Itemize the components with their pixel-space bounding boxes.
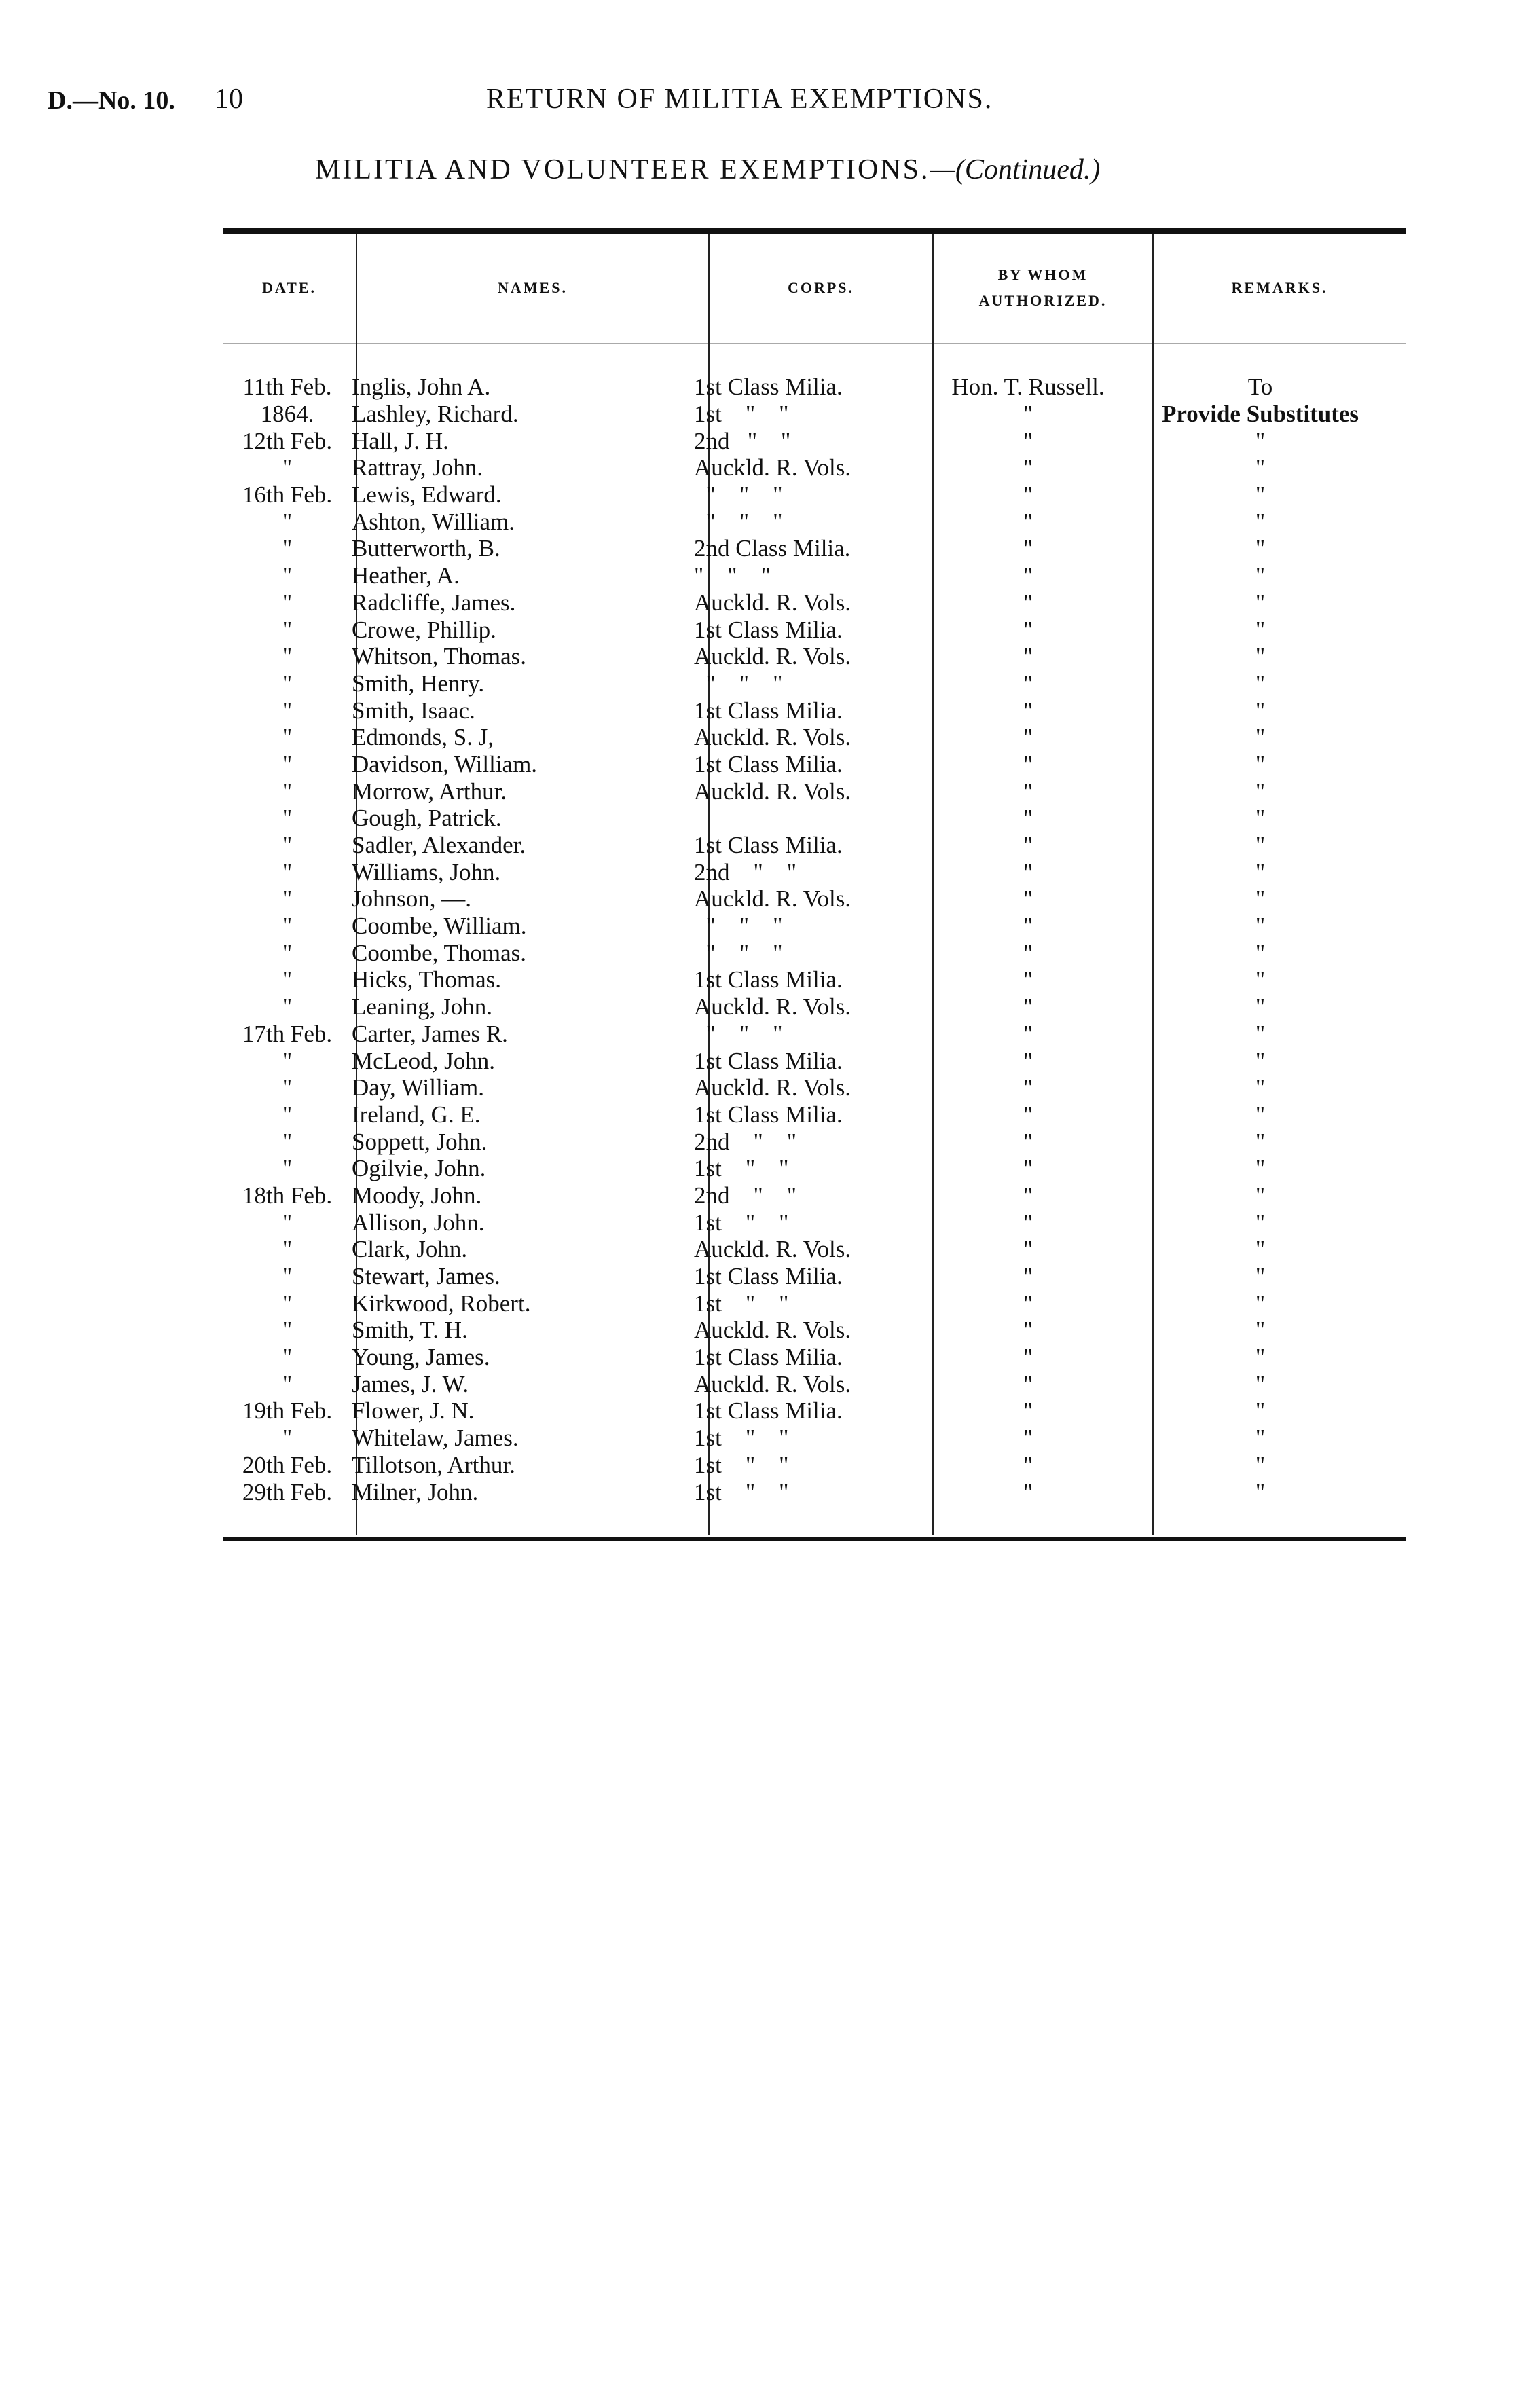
date-cell: " xyxy=(282,1289,293,1317)
name-cell: Young, James. xyxy=(352,1344,490,1371)
remarks-cell: " xyxy=(1255,913,1266,940)
authorized-by-cell: " xyxy=(1023,401,1033,428)
date-cell: " xyxy=(282,508,293,535)
table-row xyxy=(223,724,1382,751)
authorized-by-cell: " xyxy=(1023,1047,1033,1074)
table-row xyxy=(223,589,1382,617)
authorized-by-cell: " xyxy=(1023,1155,1033,1182)
authorized-by-cell: " xyxy=(1023,913,1033,940)
remarks-cell: " xyxy=(1255,697,1266,724)
corps-cell: " " " xyxy=(694,913,783,940)
authorized-by-cell: " xyxy=(1023,1181,1033,1209)
name-cell: Flower, J. N. xyxy=(352,1397,475,1425)
date-cell: " xyxy=(282,535,293,562)
corps-cell: Auckld. R. Vols. xyxy=(694,1317,851,1344)
authorized-by-cell: " xyxy=(1023,939,1033,966)
authorized-by-cell: " xyxy=(1023,1074,1033,1101)
table-row xyxy=(223,1344,1382,1371)
date-cell: 16th Feb. xyxy=(242,481,333,509)
corps-cell: Auckld. R. Vols. xyxy=(694,1370,851,1397)
date-cell: " xyxy=(282,724,293,751)
date-cell: " xyxy=(282,1317,293,1344)
table-row xyxy=(223,643,1382,670)
date-cell: " xyxy=(282,832,293,859)
name-cell: Day, William. xyxy=(352,1074,484,1101)
table-row xyxy=(223,454,1382,481)
authorized-by-cell: " xyxy=(1023,885,1033,913)
corps-cell: 1st " " xyxy=(694,1155,789,1182)
date-cell: " xyxy=(282,616,293,643)
authorized-by-cell: " xyxy=(1023,1344,1033,1371)
name-cell: Carter, James R. xyxy=(352,1020,508,1047)
date-cell: " xyxy=(282,562,293,589)
name-cell: Gough, Patrick. xyxy=(352,805,502,832)
date-cell: " xyxy=(282,1128,293,1155)
date-cell: 19th Feb. xyxy=(242,1397,333,1425)
date-cell: " xyxy=(282,1047,293,1074)
name-cell: Milner, John. xyxy=(352,1478,479,1505)
name-cell: Leaning, John. xyxy=(352,993,493,1021)
table-row xyxy=(223,993,1382,1021)
corps-cell: 2nd " " xyxy=(694,1181,797,1209)
name-cell: Allison, John. xyxy=(352,1209,485,1236)
corps-cell: 2nd " " xyxy=(694,858,797,885)
corps-cell: 2nd " " xyxy=(694,1128,797,1155)
corps-cell: 1st Class Milia. xyxy=(694,750,843,777)
column-header-remarks: REMARKS. xyxy=(1231,279,1328,296)
date-cell: 29th Feb. xyxy=(242,1478,333,1505)
authorized-by-cell: " xyxy=(1023,777,1033,805)
exemptions-table xyxy=(223,373,1382,1505)
remarks-cell: " xyxy=(1255,832,1266,859)
date-cell: " xyxy=(282,805,293,832)
authorized-by-cell: " xyxy=(1023,481,1033,509)
authorized-by-cell: " xyxy=(1023,805,1033,832)
remarks-cell: " xyxy=(1255,454,1266,481)
column-header-names: NAMES. xyxy=(498,279,568,296)
remarks-cell: " xyxy=(1255,1317,1266,1344)
corps-cell: Auckld. R. Vols. xyxy=(694,1074,851,1101)
corps-cell: Auckld. R. Vols. xyxy=(694,724,851,751)
date-cell: " xyxy=(282,1236,293,1263)
name-cell: Radcliffe, James. xyxy=(352,589,516,616)
remarks-cell: " xyxy=(1255,1101,1266,1128)
authorized-by-cell: Hon. T. Russell. xyxy=(951,373,1105,401)
name-cell: Moody, John. xyxy=(352,1181,482,1209)
column-header-by-whom xyxy=(934,262,1152,314)
date-cell: " xyxy=(282,697,293,724)
remarks-cell: " xyxy=(1255,589,1266,616)
table-row xyxy=(223,939,1382,966)
column-header-corps: CORPS. xyxy=(787,279,855,296)
name-cell: Kirkwood, Robert. xyxy=(352,1289,531,1317)
name-cell: Hall, J. H. xyxy=(352,427,449,454)
table-row xyxy=(223,1397,1382,1425)
corps-cell: " " " xyxy=(694,939,783,966)
authorized-by-cell: " xyxy=(1023,1451,1033,1478)
corps-cell: Auckld. R. Vols. xyxy=(694,454,851,481)
corps-cell: 2nd " " xyxy=(694,427,791,454)
remarks-cell: " xyxy=(1255,750,1266,777)
name-cell: Davidson, William. xyxy=(352,750,538,777)
table-row xyxy=(223,562,1382,589)
document-reference: D.—No. 10. xyxy=(48,86,175,115)
remarks-cell: " xyxy=(1255,643,1266,670)
authorized-by-cell: " xyxy=(1023,993,1033,1021)
date-cell: " xyxy=(282,913,293,940)
authorized-by-cell: " xyxy=(1023,508,1033,535)
table-row xyxy=(223,697,1382,724)
corps-cell: 1st Class Milia. xyxy=(694,697,843,724)
corps-cell: " " " xyxy=(694,481,783,509)
remarks-cell: " xyxy=(1255,939,1266,966)
table-row xyxy=(223,427,1382,454)
authorized-by-cell: " xyxy=(1023,832,1033,859)
authorized-by-cell: " xyxy=(1023,1289,1033,1317)
name-cell: Smith, Henry. xyxy=(352,670,485,697)
table-row xyxy=(223,508,1382,535)
name-cell: McLeod, John. xyxy=(352,1047,495,1074)
table-row xyxy=(223,1425,1382,1452)
remarks-cell: " xyxy=(1255,1263,1266,1290)
date-cell: " xyxy=(282,1263,293,1290)
table-row xyxy=(223,913,1382,940)
authorized-by-cell: " xyxy=(1023,427,1033,454)
remarks-cell: Provide Substitutes xyxy=(1161,401,1359,428)
exemptions-table-body xyxy=(223,373,1382,1505)
table-row xyxy=(223,858,1382,885)
name-cell: Stewart, James. xyxy=(352,1263,500,1290)
date-cell: " xyxy=(282,1101,293,1128)
date-cell: 17th Feb. xyxy=(242,1020,333,1047)
name-cell: Ogilvie, John. xyxy=(352,1155,486,1182)
corps-cell: 1st " " xyxy=(694,1209,789,1236)
corps-cell: Auckld. R. Vols. xyxy=(694,643,851,670)
name-cell: Edmonds, S. J, xyxy=(352,724,494,751)
name-cell: Lewis, Edward. xyxy=(352,481,502,509)
table-row xyxy=(223,1452,1382,1479)
authorized-by-cell: " xyxy=(1023,562,1033,589)
table-top-rule xyxy=(223,228,1406,234)
authorized-by-cell: " xyxy=(1023,1209,1033,1236)
name-cell: Butterworth, B. xyxy=(352,535,500,562)
table-row xyxy=(223,1289,1382,1317)
table-bottom-rule xyxy=(223,1537,1406,1541)
table-row xyxy=(223,751,1382,778)
authorized-by-cell: " xyxy=(1023,670,1033,697)
table-row xyxy=(223,373,1382,401)
authorized-by-cell: " xyxy=(1023,1236,1033,1263)
date-cell: " xyxy=(282,1155,293,1182)
date-cell: " xyxy=(282,670,293,697)
authorized-by-cell: " xyxy=(1023,1128,1033,1155)
corps-cell: 1st Class Milia. xyxy=(694,1344,843,1371)
corps-cell: Auckld. R. Vols. xyxy=(694,589,851,616)
table-row xyxy=(223,481,1382,509)
name-cell: Heather, A. xyxy=(352,562,460,589)
name-cell: Whitelaw, James. xyxy=(352,1425,519,1452)
name-cell: Inglis, John A. xyxy=(352,373,491,401)
corps-cell: " " " xyxy=(694,670,783,697)
remarks-cell: " xyxy=(1255,616,1266,643)
remarks-cell: " xyxy=(1255,1478,1266,1505)
corps-cell: Auckld. R. Vols. xyxy=(694,1236,851,1263)
remarks-cell: " xyxy=(1255,535,1266,562)
date-cell: " xyxy=(282,1209,293,1236)
remarks-cell: " xyxy=(1255,481,1266,509)
name-cell: Williams, John. xyxy=(352,858,501,885)
table-row xyxy=(223,401,1382,428)
authorized-by-cell: " xyxy=(1023,966,1033,993)
table-row xyxy=(223,1209,1382,1236)
table-row xyxy=(223,777,1382,805)
authorized-by-cell: " xyxy=(1023,697,1033,724)
date-cell: " xyxy=(282,1370,293,1397)
name-cell: Coombe, Thomas. xyxy=(352,939,526,966)
remarks-cell: " xyxy=(1255,1155,1266,1182)
date-cell: " xyxy=(282,966,293,993)
table-row xyxy=(223,616,1382,643)
name-cell: Clark, John. xyxy=(352,1236,468,1263)
table-row xyxy=(223,1236,1382,1263)
date-cell: " xyxy=(282,1074,293,1101)
table-row xyxy=(223,1370,1382,1397)
corps-cell: 2nd Class Milia. xyxy=(694,535,851,562)
by-whom-line-2: AUTHORIZED. xyxy=(978,292,1107,309)
date-cell: " xyxy=(282,939,293,966)
name-cell: Johnson, —. xyxy=(352,885,471,913)
remarks-cell: " xyxy=(1255,724,1266,751)
corps-cell: 1st " " xyxy=(694,1425,789,1452)
remarks-cell: " xyxy=(1255,1020,1266,1047)
table-row xyxy=(223,832,1382,859)
corps-cell: 1st Class Milia. xyxy=(694,1101,843,1128)
authorized-by-cell: " xyxy=(1023,535,1033,562)
date-cell: 18th Feb. xyxy=(242,1181,333,1209)
date-cell: " xyxy=(282,1344,293,1371)
authorized-by-cell: " xyxy=(1023,1317,1033,1344)
remarks-cell: " xyxy=(1255,1451,1266,1478)
remarks-cell: " xyxy=(1255,1128,1266,1155)
date-cell: " xyxy=(282,643,293,670)
authorized-by-cell: " xyxy=(1023,1263,1033,1290)
date-cell: " xyxy=(282,777,293,805)
authorized-by-cell: " xyxy=(1023,616,1033,643)
corps-cell: 1st Class Milia. xyxy=(694,832,843,859)
name-cell: Ireland, G. E. xyxy=(352,1101,481,1128)
remarks-cell: " xyxy=(1255,427,1266,454)
corps-cell: 1st " " xyxy=(694,1289,789,1317)
date-cell: 11th Feb. xyxy=(242,373,332,401)
name-cell: Rattray, John. xyxy=(352,454,483,481)
remarks-cell: " xyxy=(1255,1344,1266,1371)
authorized-by-cell: " xyxy=(1023,1478,1033,1505)
authorized-by-cell: " xyxy=(1023,1397,1033,1425)
date-cell: 20th Feb. xyxy=(242,1451,333,1478)
authorized-by-cell: " xyxy=(1023,454,1033,481)
remarks-cell: " xyxy=(1255,670,1266,697)
table-row xyxy=(223,1155,1382,1182)
remarks-cell: " xyxy=(1255,993,1266,1021)
date-cell: " xyxy=(282,750,293,777)
remarks-cell: " xyxy=(1255,1397,1266,1425)
page-title: RETURN OF MILITIA EXEMPTIONS. xyxy=(486,84,993,115)
corps-cell: 1st " " xyxy=(694,1478,789,1505)
remarks-cell: " xyxy=(1255,1425,1266,1452)
table-row xyxy=(223,670,1382,697)
corps-cell: 1st Class Milia. xyxy=(694,1397,843,1425)
authorized-by-cell: " xyxy=(1023,858,1033,885)
table-row xyxy=(223,1074,1382,1101)
name-cell: Soppett, John. xyxy=(352,1128,488,1155)
date-cell: " xyxy=(282,993,293,1021)
corps-cell: " " " xyxy=(694,1020,783,1047)
subtitle-text: MILITIA AND VOLUNTEER EXEMPTIONS. xyxy=(315,154,930,185)
column-header-date: DATE. xyxy=(262,279,316,296)
remarks-cell: " xyxy=(1255,508,1266,535)
table-row xyxy=(223,535,1382,562)
table-row xyxy=(223,966,1382,993)
corps-cell: 1st " " xyxy=(694,1451,789,1478)
date-cell: " xyxy=(282,858,293,885)
name-cell: Ashton, William. xyxy=(352,508,515,535)
date-cell: 12th Feb. xyxy=(242,427,333,454)
table-row xyxy=(223,1047,1382,1074)
remarks-cell: " xyxy=(1255,1181,1266,1209)
page-number: 10 xyxy=(215,84,243,115)
corps-cell: 1st Class Milia. xyxy=(694,616,843,643)
section-subtitle xyxy=(315,153,1100,186)
corps-cell: " " " xyxy=(694,562,771,589)
table-row xyxy=(223,885,1382,913)
authorized-by-cell: " xyxy=(1023,1425,1033,1452)
name-cell: James, J. W. xyxy=(352,1370,469,1397)
header-divider-rule xyxy=(223,343,1406,344)
authorized-by-cell: " xyxy=(1023,750,1033,777)
remarks-cell: " xyxy=(1255,1289,1266,1317)
table-row xyxy=(223,1478,1382,1505)
corps-cell: Auckld. R. Vols. xyxy=(694,777,851,805)
remarks-cell: " xyxy=(1255,966,1266,993)
corps-cell: Auckld. R. Vols. xyxy=(694,993,851,1021)
remarks-cell: " xyxy=(1255,858,1266,885)
corps-cell: 1st " " xyxy=(694,401,789,428)
date-cell: " xyxy=(282,454,293,481)
table-row xyxy=(223,1021,1382,1048)
date-cell: 1864. xyxy=(260,401,314,428)
authorized-by-cell: " xyxy=(1023,724,1033,751)
remarks-cell: " xyxy=(1255,562,1266,589)
table-row xyxy=(223,1101,1382,1129)
corps-cell: Auckld. R. Vols. xyxy=(694,885,851,913)
remarks-cell: " xyxy=(1255,1370,1266,1397)
remarks-cell: " xyxy=(1255,885,1266,913)
name-cell: Lashley, Richard. xyxy=(352,401,519,428)
date-cell: " xyxy=(282,1425,293,1452)
corps-cell: 1st Class Milia. xyxy=(694,966,843,993)
table-row xyxy=(223,1263,1382,1290)
authorized-by-cell: " xyxy=(1023,1370,1033,1397)
authorized-by-cell: " xyxy=(1023,1020,1033,1047)
remarks-cell: " xyxy=(1255,1047,1266,1074)
name-cell: Hicks, Thomas. xyxy=(352,966,502,993)
name-cell: Tillotson, Arthur. xyxy=(352,1451,515,1478)
table-row xyxy=(223,1128,1382,1155)
name-cell: Smith, T. H. xyxy=(352,1317,468,1344)
date-cell: " xyxy=(282,885,293,913)
corps-cell: 1st Class Milia. xyxy=(694,1047,843,1074)
remarks-cell: " xyxy=(1255,1236,1266,1263)
name-cell: Morrow, Arthur. xyxy=(352,777,507,805)
remarks-cell: " xyxy=(1255,1209,1266,1236)
corps-cell xyxy=(694,805,918,832)
name-cell: Whitson, Thomas. xyxy=(352,643,526,670)
table-row xyxy=(223,1182,1382,1209)
name-cell: Smith, Isaac. xyxy=(352,697,475,724)
remarks-cell: " xyxy=(1255,1074,1266,1101)
remarks-cell: " xyxy=(1255,805,1266,832)
table-row xyxy=(223,805,1382,832)
corps-cell: 1st Class Milia. xyxy=(694,1263,843,1290)
table-row xyxy=(223,1317,1382,1344)
name-cell: Sadler, Alexander. xyxy=(352,832,526,859)
corps-cell: 1st Class Milia. xyxy=(694,373,843,401)
subtitle-continued: —(Continued.) xyxy=(930,154,1101,185)
name-cell: Coombe, William. xyxy=(352,913,527,940)
remarks-cell: " xyxy=(1255,777,1266,805)
date-cell: " xyxy=(282,589,293,616)
by-whom-line-1: BY WHOM xyxy=(997,266,1088,283)
remarks-cell: To xyxy=(1247,373,1273,401)
authorized-by-cell: " xyxy=(1023,1101,1033,1128)
authorized-by-cell: " xyxy=(1023,589,1033,616)
name-cell: Crowe, Phillip. xyxy=(352,616,496,643)
corps-cell: " " " xyxy=(694,508,783,535)
authorized-by-cell: " xyxy=(1023,643,1033,670)
